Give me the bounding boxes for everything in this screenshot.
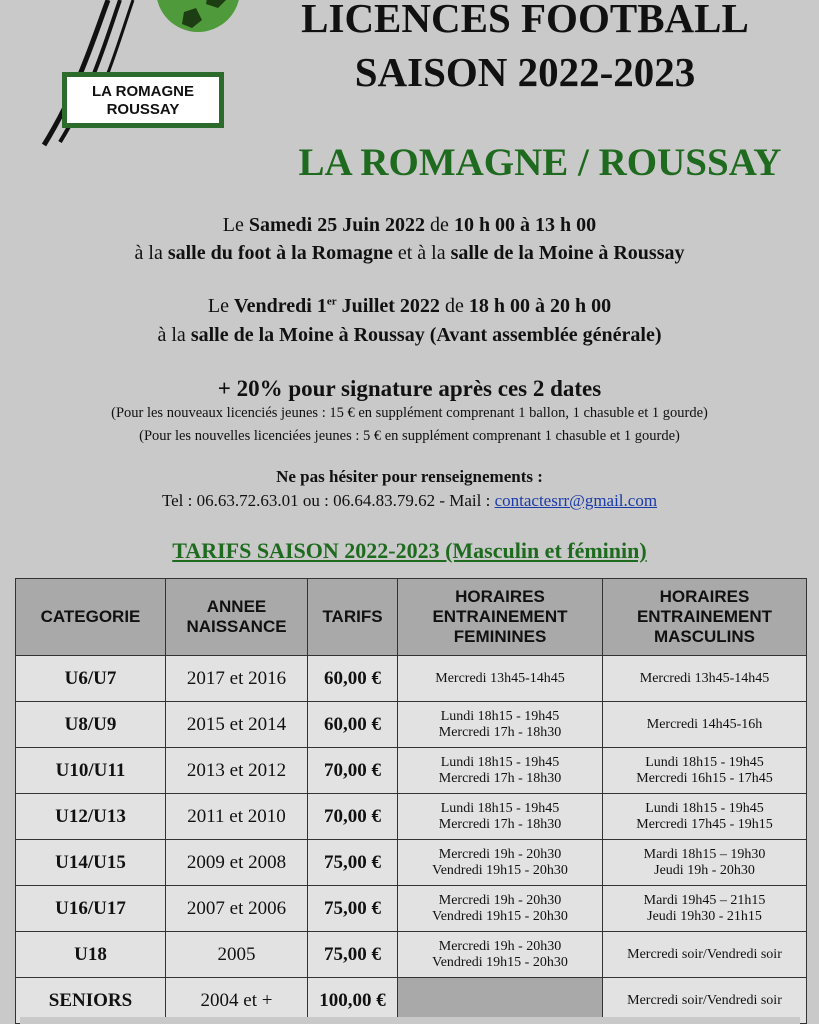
birth-year-cell: 2004 et + bbox=[166, 978, 308, 1024]
text: et à la bbox=[392, 242, 451, 264]
feminine-schedule-cell bbox=[398, 656, 603, 702]
schedule-line: Mercredi 16h15 - 17h45 bbox=[636, 770, 773, 786]
session1-place-line bbox=[0, 242, 819, 265]
price-cell: 75,00 € bbox=[308, 932, 398, 978]
table-row bbox=[16, 748, 807, 794]
price-cell: 70,00 € bbox=[308, 748, 398, 794]
masculine-schedule-cell bbox=[603, 840, 807, 886]
header-tarifs: TARIFS bbox=[308, 579, 398, 656]
title-line-1: LICENCES FOOTBALL bbox=[301, 0, 749, 41]
schedule-line: Vendredi 19h15 - 20h30 bbox=[432, 954, 568, 970]
session1-date-line bbox=[0, 214, 819, 237]
session2-month: Juillet 2022 bbox=[336, 295, 440, 317]
email-link[interactable]: contactesrr@gmail.com bbox=[494, 491, 658, 510]
category-cell: U14/U15 bbox=[16, 840, 166, 886]
surcharge-note-1: (Pour les nouveaux licenciés jeunes : 15 € en supplément comprenant 1 ballon, 1 chasuble et 1 gourde) bbox=[111, 405, 708, 421]
text: Le bbox=[207, 295, 235, 317]
feminine-schedule-cell bbox=[398, 886, 603, 932]
header-text: HORAIRES bbox=[659, 587, 750, 606]
session2-place: salle de la Moine à Roussay (Avant assemblée générale) bbox=[190, 324, 662, 346]
header-text: NAISSANCE bbox=[186, 617, 287, 636]
schedule-line: Mercredi 14h45-16h bbox=[646, 716, 763, 732]
table-row bbox=[16, 932, 807, 978]
text: de bbox=[439, 295, 469, 317]
surcharge-headline: + 20% pour signature après ces 2 dates bbox=[217, 376, 602, 401]
category-cell: U12/U13 bbox=[16, 794, 166, 840]
header-text: ENTRAINEMENT bbox=[432, 607, 568, 626]
session2-day: Vendredi 1 bbox=[234, 295, 327, 317]
birth-year-cell: 2009 et 2008 bbox=[166, 840, 308, 886]
text: à la bbox=[157, 324, 191, 346]
logo-text-box bbox=[62, 72, 224, 128]
contact-line bbox=[0, 491, 819, 511]
category-cell: U10/U11 bbox=[16, 748, 166, 794]
category-cell: U16/U17 bbox=[16, 886, 166, 932]
schedule-line: Mardi 19h45 – 21h15 bbox=[643, 892, 766, 908]
category-cell: U18 bbox=[16, 932, 166, 978]
tarifs-title: TARIFS SAISON 2022-2023 (Masculin et féminin) bbox=[172, 538, 647, 563]
schedule-line: Mardi 18h15 – 19h30 bbox=[643, 846, 766, 862]
surcharge-note-2: (Pour les nouvelles licenciées jeunes : 5 € en supplément comprenant 1 chasuble et 1 gourde) bbox=[139, 428, 680, 444]
schedule-line: Mercredi soir/Vendredi soir bbox=[627, 992, 782, 1008]
session2-date-line bbox=[0, 295, 819, 318]
schedule-line: Vendredi 19h15 - 20h30 bbox=[432, 862, 568, 878]
feminine-schedule-cell bbox=[398, 794, 603, 840]
table-header-row bbox=[16, 579, 807, 656]
header-annee bbox=[166, 579, 308, 656]
price-cell: 60,00 € bbox=[308, 702, 398, 748]
price-cell: 75,00 € bbox=[308, 840, 398, 886]
masculine-schedule-cell bbox=[603, 656, 807, 702]
schedule-line: Lundi 18h15 - 19h45 bbox=[645, 800, 764, 816]
tarifs-table bbox=[15, 578, 807, 1024]
schedule-line: Jeudi 19h - 20h30 bbox=[654, 862, 755, 878]
contact-phones: Tel : 06.63.72.63.01 ou : 06.64.83.79.62 - Mail : bbox=[161, 491, 495, 510]
session1-place1: salle du foot à la Romagne bbox=[167, 242, 393, 264]
header-categorie: CATEGORIE bbox=[16, 579, 166, 656]
price-cell: 100,00 € bbox=[308, 978, 398, 1024]
header-text: FEMININES bbox=[453, 627, 547, 646]
schedule-line: Jeudi 19h30 - 21h15 bbox=[647, 908, 762, 924]
club-logo bbox=[38, 0, 238, 150]
header-text: ANNEE bbox=[206, 597, 267, 616]
schedule-line: Lundi 18h15 - 19h45 bbox=[440, 800, 560, 816]
session1-time: 10 h 00 à 13 h 00 bbox=[453, 214, 597, 236]
schedule-line: Mercredi 19h - 20h30 bbox=[438, 938, 562, 954]
schedule-line: Lundi 18h15 - 19h45 bbox=[440, 708, 560, 724]
text: Le bbox=[222, 214, 249, 236]
schedule-line: Lundi 18h15 - 19h45 bbox=[645, 754, 764, 770]
birth-year-cell: 2011 et 2010 bbox=[166, 794, 308, 840]
masculine-schedule-cell bbox=[603, 702, 807, 748]
superscript: er bbox=[326, 295, 337, 308]
feminine-schedule-cell bbox=[398, 932, 603, 978]
table-row bbox=[16, 702, 807, 748]
birth-year-cell: 2007 et 2006 bbox=[166, 886, 308, 932]
feminine-schedule-cell bbox=[398, 748, 603, 794]
price-cell: 60,00 € bbox=[308, 656, 398, 702]
schedule-line: Mercredi 17h - 18h30 bbox=[438, 770, 562, 786]
schedule-line: Mercredi 17h45 - 19h15 bbox=[636, 816, 773, 832]
schedule-line: Mercredi 19h - 20h30 bbox=[438, 846, 562, 862]
text: à la bbox=[134, 242, 168, 264]
feminine-schedule-cell bbox=[398, 840, 603, 886]
birth-year-cell: 2015 et 2014 bbox=[166, 702, 308, 748]
table-row bbox=[16, 794, 807, 840]
header-masculins bbox=[603, 579, 807, 656]
header-feminines bbox=[398, 579, 603, 656]
feminine-schedule-cell bbox=[398, 702, 603, 748]
header-text: HORAIRES bbox=[455, 587, 545, 606]
schedule-line: Mercredi 17h - 18h30 bbox=[438, 724, 562, 740]
table-row bbox=[16, 886, 807, 932]
schedule-line: Mercredi 13h45-14h45 bbox=[639, 670, 770, 686]
schedule-line: Mercredi 13h45-14h45 bbox=[435, 670, 565, 686]
schedule-line: Mercredi 19h - 20h30 bbox=[438, 892, 562, 908]
masculine-schedule-cell bbox=[603, 886, 807, 932]
price-cell: 70,00 € bbox=[308, 794, 398, 840]
birth-year-cell: 2005 bbox=[166, 932, 308, 978]
session2-place-line bbox=[0, 324, 819, 347]
masculine-schedule-cell bbox=[603, 748, 807, 794]
masculine-schedule-cell bbox=[603, 794, 807, 840]
logo-line-2: ROUSSAY bbox=[106, 101, 180, 118]
category-cell: U8/U9 bbox=[16, 702, 166, 748]
text: de bbox=[425, 214, 454, 236]
price-cell: 75,00 € bbox=[308, 886, 398, 932]
club-name: LA ROMAGNE / ROUSSAY bbox=[298, 141, 782, 184]
birth-year-cell: 2013 et 2012 bbox=[166, 748, 308, 794]
session1-day: Samedi 25 Juin 2022 bbox=[248, 214, 426, 236]
category-cell: U6/U7 bbox=[16, 656, 166, 702]
table-row bbox=[16, 656, 807, 702]
logo-line-1: LA ROMAGNE bbox=[92, 83, 194, 100]
birth-year-cell: 2017 et 2016 bbox=[166, 656, 308, 702]
contact-heading: Ne pas hésiter pour renseignements : bbox=[276, 467, 543, 486]
table-row bbox=[16, 840, 807, 886]
masculine-schedule-cell bbox=[603, 932, 807, 978]
header-text: ENTRAINEMENT bbox=[636, 607, 773, 626]
header-text: MASCULINS bbox=[653, 627, 756, 646]
schedule-line: Lundi 18h15 - 19h45 bbox=[440, 754, 560, 770]
page-bottom-edge bbox=[20, 1017, 800, 1024]
session1-place2: salle de la Moine à Roussay bbox=[450, 242, 685, 264]
schedule-line: Mercredi soir/Vendredi soir bbox=[627, 946, 782, 962]
schedule-line: Vendredi 19h15 - 20h30 bbox=[432, 908, 568, 924]
title-line-2: SAISON 2022-2023 bbox=[354, 49, 696, 95]
session2-time: 18 h 00 à 20 h 00 bbox=[468, 295, 612, 317]
category-cell: SENIORS bbox=[16, 978, 166, 1024]
schedule-line: Mercredi 17h - 18h30 bbox=[438, 816, 562, 832]
